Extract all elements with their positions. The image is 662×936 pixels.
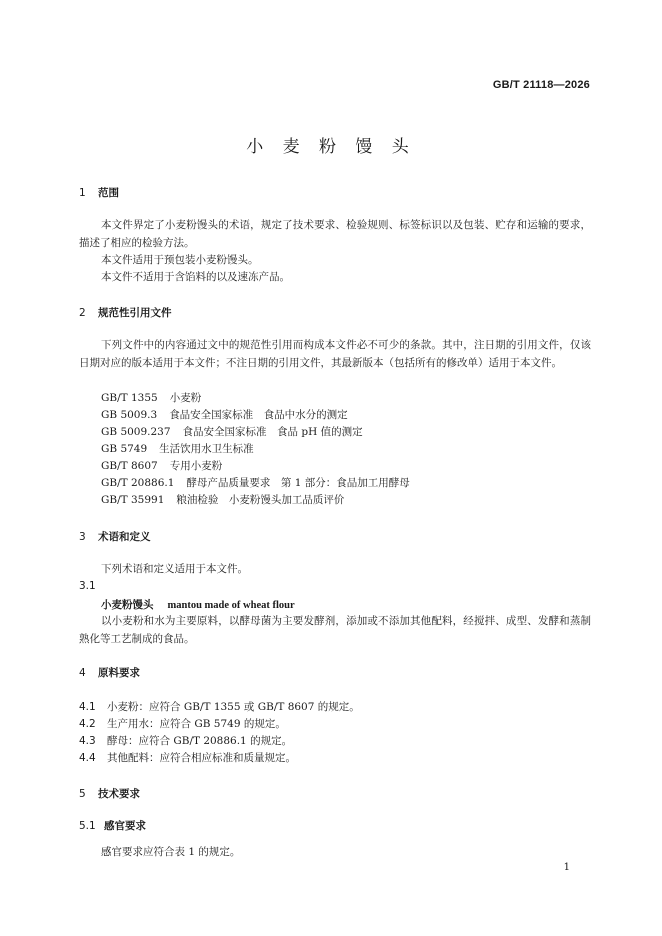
section-title: 术语和定义 xyxy=(98,531,151,543)
clause-item xyxy=(79,733,292,748)
clause-text: 酵母：应符合 GB/T 20886.1 的规定。 xyxy=(107,735,293,747)
scope-paragraph-1: 本文件界定了小麦粉馒头的术语，规定了技术要求、检验规则、标签标识以及包装、贮存和运输的要求，描述了相应的检验方法。 xyxy=(79,219,591,249)
clause-text: 生产用水：应符合 GB 5749 的规定。 xyxy=(107,718,286,730)
term-number: 3.1 xyxy=(79,580,96,592)
reference-code: GB/T 8607 xyxy=(101,460,158,472)
reference-item xyxy=(101,407,348,422)
reference-code: GB/T 20886.1 xyxy=(101,477,175,489)
section-title: 范围 xyxy=(98,187,119,199)
section-number: 2 xyxy=(79,307,86,319)
section-number: 3 xyxy=(79,531,86,543)
section-title: 技术要求 xyxy=(98,788,140,800)
standard-code: GB/T 21118—2026 xyxy=(492,79,590,91)
reference-code: GB/T 35991 xyxy=(101,494,165,506)
reference-item xyxy=(101,458,222,473)
reference-code: GB 5009.237 xyxy=(101,426,171,438)
section-number: 1 xyxy=(79,187,86,199)
reference-item xyxy=(101,390,201,405)
clause-number: 4.4 xyxy=(79,752,96,764)
reference-name: 酵母产品质量要求 第 1 部分：食品加工用酵母 xyxy=(186,477,410,489)
term-name xyxy=(101,597,295,612)
clause-item xyxy=(79,716,286,731)
scope-paragraph-2: 本文件适用于预包装小麦粉馒头。 xyxy=(101,254,259,266)
section-1-heading xyxy=(79,185,119,200)
term-name-en: mantou made of wheat flour xyxy=(167,600,295,611)
reference-name: 专用小麦粉 xyxy=(169,460,223,472)
section-title: 原料要求 xyxy=(98,667,140,679)
reference-code: GB/T 1355 xyxy=(101,392,158,404)
term-definition: 以小麦粉和水为主要原料，以酵母菌为主要发酵剂，添加或不添加其他配料，经搅拌、成型、发酵和蒸制熟化等工艺制成的食品。 xyxy=(79,615,591,645)
section-5-heading xyxy=(79,786,140,801)
subsection-number: 5.1 xyxy=(79,820,96,832)
reference-name: 小麦粉 xyxy=(169,392,202,404)
section-4-heading xyxy=(79,665,140,680)
clause-number: 4.3 xyxy=(79,735,96,747)
page-number: 1 xyxy=(563,862,570,873)
clause-text: 其他配料：应符合相应标准和质量规定。 xyxy=(107,752,296,764)
normative-references-intro: 下列文件中的内容通过文中的规范性引用而构成本文件必不可少的条款。其中，注日期的引用文件，仅该日期对应的版本适用于本文件；不注日期的引用文件，其最新版本（包括所有的修改单）适用于本文件。 xyxy=(79,339,591,369)
reference-item xyxy=(101,441,254,456)
clause-number: 4.2 xyxy=(79,718,96,730)
clause-number: 4.1 xyxy=(79,701,96,713)
reference-code: GB 5749 xyxy=(101,443,148,455)
terms-intro: 下列术语和定义适用于本文件。 xyxy=(101,563,248,575)
reference-name: 生活饮用水卫生标准 xyxy=(159,443,254,455)
clause-item xyxy=(79,750,296,765)
subsection-title: 感官要求 xyxy=(104,820,146,832)
document-title: 小 麦 粉 馒 头 xyxy=(246,137,416,157)
section-title: 规范性引用文件 xyxy=(98,307,172,319)
clause-text: 小麦粉：应符合 GB/T 1355 或 GB/T 8607 的规定。 xyxy=(107,701,360,713)
reference-item xyxy=(101,475,410,490)
sensory-requirements-text: 感官要求应符合表 1 的规定。 xyxy=(101,846,241,858)
scope-paragraph-3: 本文件不适用于含馅料的以及速冻产品。 xyxy=(101,271,290,283)
subsection-5-1-heading xyxy=(79,818,146,833)
section-3-heading xyxy=(79,529,151,544)
section-2-heading xyxy=(79,305,172,320)
term-name-cn: 小麦粉馒头 xyxy=(101,599,154,611)
section-number: 5 xyxy=(79,788,86,800)
clause-item xyxy=(79,699,360,714)
reference-code: GB 5009.3 xyxy=(101,409,158,421)
section-number: 4 xyxy=(79,667,86,679)
reference-name: 食品安全国家标准 食品中水分的测定 xyxy=(169,409,348,421)
reference-item xyxy=(101,424,363,439)
reference-item xyxy=(101,492,344,507)
reference-name: 食品安全国家标准 食品 pH 值的测定 xyxy=(182,426,363,438)
reference-name: 粮油检验 小麦粉馒头加工品质评价 xyxy=(176,494,345,506)
